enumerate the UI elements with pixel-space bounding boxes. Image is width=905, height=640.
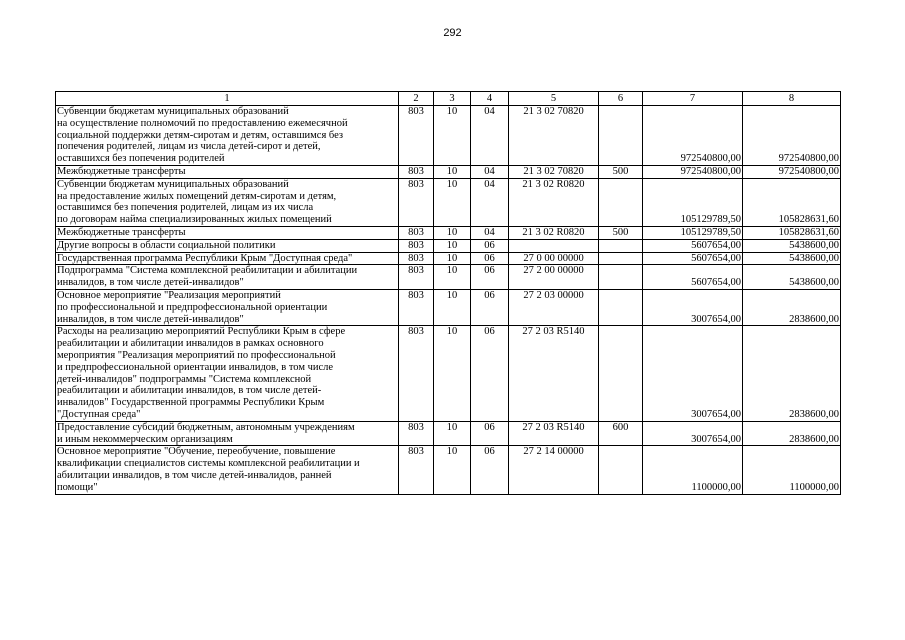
table-row <box>56 265 841 290</box>
section-code: 10 <box>434 421 471 446</box>
subsection-code: 06 <box>471 289 509 325</box>
expense-type-code <box>599 446 643 494</box>
amount-col7: 972540800,00 <box>643 106 743 166</box>
amount-col7: 5607654,00 <box>643 265 743 290</box>
amount-col8: 2838600,00 <box>743 326 841 421</box>
ministry-code: 803 <box>399 265 434 290</box>
expense-type-code <box>599 289 643 325</box>
expense-type-code <box>599 106 643 166</box>
subsection-code: 04 <box>471 226 509 239</box>
subsection-code: 06 <box>471 326 509 421</box>
ministry-code: 803 <box>399 165 434 178</box>
amount-col7: 3007654,00 <box>643 326 743 421</box>
target-article-code: 27 2 03 R5140 <box>509 421 599 446</box>
ministry-code: 803 <box>399 421 434 446</box>
page-number: 292 <box>443 27 462 39</box>
row-name: Предоставление субсидий бюджетным, автономным учреждениям и иным некоммерческим организациям <box>56 421 399 446</box>
section-code: 10 <box>434 106 471 166</box>
header-cell: 6 <box>599 92 643 106</box>
subsection-code: 04 <box>471 165 509 178</box>
amount-col8: 972540800,00 <box>743 165 841 178</box>
target-article-code: 27 2 03 00000 <box>509 289 599 325</box>
row-name: Межбюджетные трансферты <box>56 165 399 178</box>
ministry-code: 803 <box>399 226 434 239</box>
amount-col8: 105828631,60 <box>743 178 841 226</box>
expense-type-code: 600 <box>599 421 643 446</box>
target-article-code <box>509 239 599 252</box>
budget-table <box>55 91 841 495</box>
expense-type-code <box>599 326 643 421</box>
subsection-code: 06 <box>471 421 509 446</box>
table-row <box>56 239 841 252</box>
header-row <box>56 92 841 106</box>
amount-col7: 105129789,50 <box>643 226 743 239</box>
section-code: 10 <box>434 226 471 239</box>
table-row <box>56 226 841 239</box>
amount-col7: 5607654,00 <box>643 252 743 265</box>
table-row <box>56 421 841 446</box>
expense-type-code: 500 <box>599 165 643 178</box>
table-row <box>56 165 841 178</box>
amount-col7: 1100000,00 <box>643 446 743 494</box>
header-cell: 3 <box>434 92 471 106</box>
header-cell: 2 <box>399 92 434 106</box>
row-name: Субвенции бюджетам муниципальных образований на предоставление жилых помещений детям-сиротам и детям, оставшимся без попечения родителей, лицам из их числа по договорам найма специализированных жилых помещений <box>56 178 399 226</box>
target-article-code: 27 0 00 00000 <box>509 252 599 265</box>
table-row <box>56 289 841 325</box>
section-code: 10 <box>434 165 471 178</box>
amount-col7: 3007654,00 <box>643 289 743 325</box>
target-article-code: 27 2 00 00000 <box>509 265 599 290</box>
expense-type-code <box>599 178 643 226</box>
ministry-code: 803 <box>399 446 434 494</box>
header-cell: 1 <box>56 92 399 106</box>
amount-col8: 2838600,00 <box>743 289 841 325</box>
amount-col8: 105828631,60 <box>743 226 841 239</box>
amount-col7: 105129789,50 <box>643 178 743 226</box>
expense-type-code: 500 <box>599 226 643 239</box>
amount-col7: 972540800,00 <box>643 165 743 178</box>
section-code: 10 <box>434 252 471 265</box>
row-name: Субвенции бюджетам муниципальных образований на осуществление полномочий по предоставлению ежемесячной социальной поддержки детям-сиротам и детям, оставшимся без попечения родителей, лицам из числа детей-сирот и детей, оставшихся без попечения родителей <box>56 106 399 166</box>
section-code: 10 <box>434 178 471 226</box>
row-name: Подпрограмма "Система комплексной реабилитации и абилитации инвалидов, в том числе детей-инвалидов" <box>56 265 399 290</box>
table-row <box>56 178 841 226</box>
amount-col8: 2838600,00 <box>743 421 841 446</box>
row-name: Межбюджетные трансферты <box>56 226 399 239</box>
target-article-code: 21 3 02 R0820 <box>509 178 599 226</box>
subsection-code: 06 <box>471 239 509 252</box>
amount-col8: 5438600,00 <box>743 252 841 265</box>
target-article-code: 21 3 02 R0820 <box>509 226 599 239</box>
header-cell: 7 <box>643 92 743 106</box>
amount-col7: 5607654,00 <box>643 239 743 252</box>
target-article-code: 27 2 03 R5140 <box>509 326 599 421</box>
subsection-code: 04 <box>471 106 509 166</box>
header-cell: 4 <box>471 92 509 106</box>
expense-type-code <box>599 265 643 290</box>
ministry-code: 803 <box>399 239 434 252</box>
row-name: Государственная программа Республики Крым "Доступная среда" <box>56 252 399 265</box>
ministry-code: 803 <box>399 178 434 226</box>
subsection-code: 06 <box>471 446 509 494</box>
amount-col8: 5438600,00 <box>743 239 841 252</box>
table-row <box>56 106 841 166</box>
subsection-code: 06 <box>471 252 509 265</box>
header-cell: 5 <box>509 92 599 106</box>
section-code: 10 <box>434 239 471 252</box>
row-name: Основное мероприятие "Реализация мероприятий по профессиональной и предпрофессиональной ориентации инвалидов, в том числе детей-инвалидов" <box>56 289 399 325</box>
target-article-code: 27 2 14 00000 <box>509 446 599 494</box>
section-code: 10 <box>434 289 471 325</box>
header-cell: 8 <box>743 92 841 106</box>
section-code: 10 <box>434 326 471 421</box>
target-article-code: 21 3 02 70820 <box>509 106 599 166</box>
table-row <box>56 446 841 494</box>
table-row <box>56 326 841 421</box>
section-code: 10 <box>434 446 471 494</box>
amount-col8: 972540800,00 <box>743 106 841 166</box>
row-name: Расходы на реализацию мероприятий Республики Крым в сфере реабилитации и абилитации инвалидов в рамках основного мероприятия "Реализация мероприятий по профессиональной и предпрофессиональной ориентации инвалидов, в том числе детей-инвалидов" подпрограммы "Система комплексной реабилитации и абилитации инвалидов, в том числе детей- инвалидов" Государственной программы Республики Крым "Доступная среда" <box>56 326 399 421</box>
target-article-code: 21 3 02 70820 <box>509 165 599 178</box>
subsection-code: 04 <box>471 178 509 226</box>
row-name: Другие вопросы в области социальной политики <box>56 239 399 252</box>
expense-type-code <box>599 239 643 252</box>
amount-col8: 1100000,00 <box>743 446 841 494</box>
row-name: Основное мероприятие "Обучение, переобучение, повышение квалификации специалистов системы комплексной реабилитации и абилитации инвалидов, в том числе детей-инвалидов, ранней помощи" <box>56 446 399 494</box>
ministry-code: 803 <box>399 106 434 166</box>
section-code: 10 <box>434 265 471 290</box>
ministry-code: 803 <box>399 289 434 325</box>
expense-type-code <box>599 252 643 265</box>
ministry-code: 803 <box>399 326 434 421</box>
ministry-code: 803 <box>399 252 434 265</box>
table-row <box>56 252 841 265</box>
subsection-code: 06 <box>471 265 509 290</box>
amount-col7: 3007654,00 <box>643 421 743 446</box>
amount-col8: 5438600,00 <box>743 265 841 290</box>
